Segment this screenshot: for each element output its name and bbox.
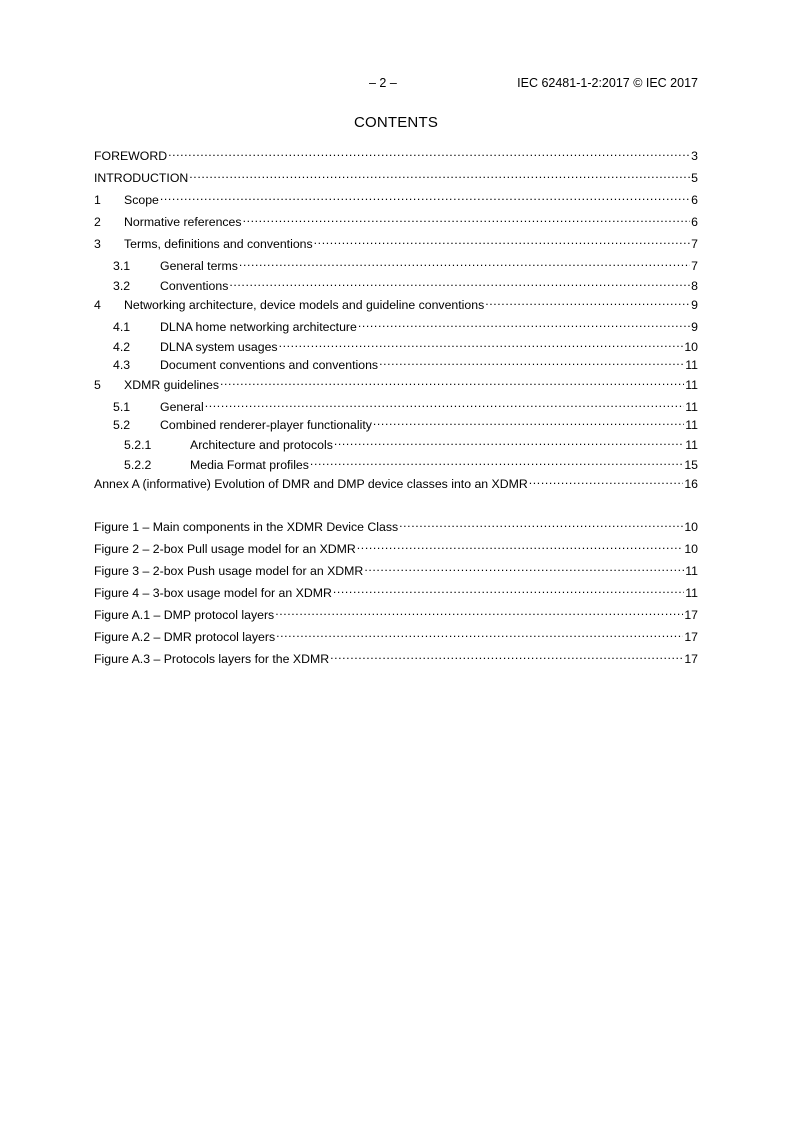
document-id: IEC 62481-1-2:2017 © IEC 2017 [517, 76, 698, 90]
toc-entry[interactable] [94, 354, 698, 372]
dot-leader [168, 145, 690, 160]
dot-leader [279, 336, 684, 351]
toc-entry-number: 4.1 [113, 320, 131, 334]
figure-entry-page: 11 [685, 586, 698, 600]
toc-entry-page: 11 [685, 438, 698, 452]
toc-entry-number: 3 [94, 237, 101, 251]
toc-entry-label: DLNA home networking architecture [160, 320, 357, 334]
toc-entry-label: Terms, definitions and conventions [124, 237, 313, 251]
toc-entry-label: General [160, 400, 204, 414]
figure-entry-label: Figure 1 – Main components in the XDMR Device Class [94, 520, 399, 534]
toc-entry-label: Conventions [160, 279, 229, 293]
toc-entry[interactable] [94, 316, 698, 334]
dot-leader [310, 454, 683, 469]
dot-leader [243, 211, 691, 226]
toc-entry-page: 3 [691, 149, 698, 163]
toc-entry-page: 10 [684, 340, 698, 354]
toc-entry[interactable] [94, 167, 698, 185]
dot-leader [275, 604, 683, 619]
figure-entry-page: 10 [684, 520, 698, 534]
page-title: CONTENTS [353, 114, 439, 131]
toc-entry-number: 5.1 [113, 400, 131, 414]
dot-leader [379, 354, 684, 369]
toc-entry-page: 6 [691, 215, 698, 229]
toc-entry[interactable] [94, 255, 698, 273]
toc-entry-page: 11 [685, 400, 698, 414]
figure-entry-page: 17 [684, 630, 698, 644]
toc-entry-label: Document conventions and conventions [160, 358, 379, 372]
toc-entry-page: 8 [691, 279, 698, 293]
figure-entry[interactable] [94, 604, 698, 622]
dot-leader [373, 414, 684, 429]
toc-entry-number: 5.2 [113, 418, 131, 432]
toc-entry-label: Media Format profiles [190, 458, 309, 472]
toc-entry[interactable] [94, 374, 698, 392]
figure-entry-page: 17 [684, 608, 698, 622]
figure-entry[interactable] [94, 516, 698, 534]
toc-entry-page: 7 [691, 259, 698, 273]
toc-entry-page: 11 [685, 378, 698, 392]
toc-entry-number: 4.2 [113, 340, 131, 354]
dot-leader [333, 582, 684, 597]
toc-entry-label: Architecture and protocols [190, 438, 333, 452]
toc-entry[interactable] [94, 454, 698, 472]
dot-leader [276, 626, 683, 641]
figure-entry-page: 11 [685, 564, 698, 578]
toc-entry-number: 5.2.2 [124, 458, 152, 472]
toc-entry[interactable] [94, 294, 698, 312]
dot-leader [205, 396, 684, 411]
toc-entry-page: 9 [691, 298, 698, 312]
toc-entry-page: 15 [684, 458, 698, 472]
dot-leader [364, 560, 684, 575]
page-header [94, 76, 698, 92]
figure-entry-label: Figure A.3 – Protocols layers for the XDMR [94, 652, 330, 666]
toc-entry-label: FOREWORD [94, 149, 168, 163]
figure-entry-label: Figure A.1 – DMP protocol layers [94, 608, 275, 622]
toc-entry-label: Scope [124, 193, 159, 207]
figure-entry-page: 17 [684, 652, 698, 666]
toc-entry-page: 5 [691, 171, 698, 185]
toc-entry[interactable] [94, 211, 698, 229]
dot-leader [220, 374, 684, 389]
toc-entry-label: Normative references [124, 215, 242, 229]
toc-entry-label: INTRODUCTION [94, 171, 189, 185]
toc-entry-number: 1 [94, 193, 101, 207]
toc-entry[interactable] [94, 473, 698, 491]
toc-entry-page: 6 [691, 193, 698, 207]
toc-entry-number: 2 [94, 215, 101, 229]
toc-entry-page: 11 [685, 418, 698, 432]
figure-entry[interactable] [94, 560, 698, 578]
toc-entry[interactable] [94, 414, 698, 432]
toc-entry-label: General terms [160, 259, 238, 273]
figure-entry-label: Figure 3 – 2-box Push usage model for an XDMR [94, 564, 364, 578]
toc-entry[interactable] [94, 275, 698, 293]
figure-entry[interactable] [94, 582, 698, 600]
toc-entry[interactable] [94, 145, 698, 163]
toc-entry-label: Combined renderer-player functionality [160, 418, 372, 432]
dot-leader [330, 648, 683, 663]
dot-leader [334, 434, 684, 449]
toc-entry-label: XDMR guidelines [124, 378, 220, 392]
toc-entry-number: 3.1 [113, 259, 131, 273]
dot-leader [529, 473, 684, 488]
toc-entry-number: 3.2 [113, 279, 131, 293]
dot-leader [229, 275, 690, 290]
dot-leader [358, 316, 690, 331]
dot-leader [189, 167, 690, 182]
dot-leader [239, 255, 690, 270]
toc-entry-page: 16 [684, 477, 698, 491]
dot-leader [314, 233, 691, 248]
toc-entry-page: 11 [685, 358, 698, 372]
toc-entry-page: 9 [691, 320, 698, 334]
page-number: – 2 – [369, 76, 397, 90]
toc-entry-label: Annex A (informative) Evolution of DMR and DMP device classes into an XDMR [94, 477, 528, 491]
toc-entry-number: 4 [94, 298, 101, 312]
figure-entry[interactable] [94, 626, 698, 644]
dot-leader [160, 189, 690, 204]
toc-entry-label: DLNA system usages [160, 340, 278, 354]
figure-entry[interactable] [94, 648, 698, 666]
toc-entry-number: 5.2.1 [124, 438, 152, 452]
toc-entry[interactable] [94, 336, 698, 354]
toc-entry-number: 4.3 [113, 358, 131, 372]
figure-entry-label: Figure 2 – 2-box Pull usage model for an XDMR [94, 542, 356, 556]
toc-entry-page: 7 [691, 237, 698, 251]
dot-leader [485, 294, 690, 309]
toc-entry-number: 5 [94, 378, 101, 392]
figure-entry[interactable] [94, 538, 698, 556]
toc-entry[interactable] [94, 189, 698, 207]
toc-entry[interactable] [94, 396, 698, 414]
dot-leader [357, 538, 684, 553]
dot-leader [399, 516, 683, 531]
toc-entry[interactable] [94, 233, 698, 251]
figure-entry-label: Figure 4 – 3-box usage model for an XDMR [94, 586, 332, 600]
figure-entry-label: Figure A.2 – DMR protocol layers [94, 630, 276, 644]
toc-entry[interactable] [94, 434, 698, 452]
toc-entry-label: Networking architecture, device models and guideline conventions [124, 298, 485, 312]
figure-entry-page: 10 [684, 542, 698, 556]
